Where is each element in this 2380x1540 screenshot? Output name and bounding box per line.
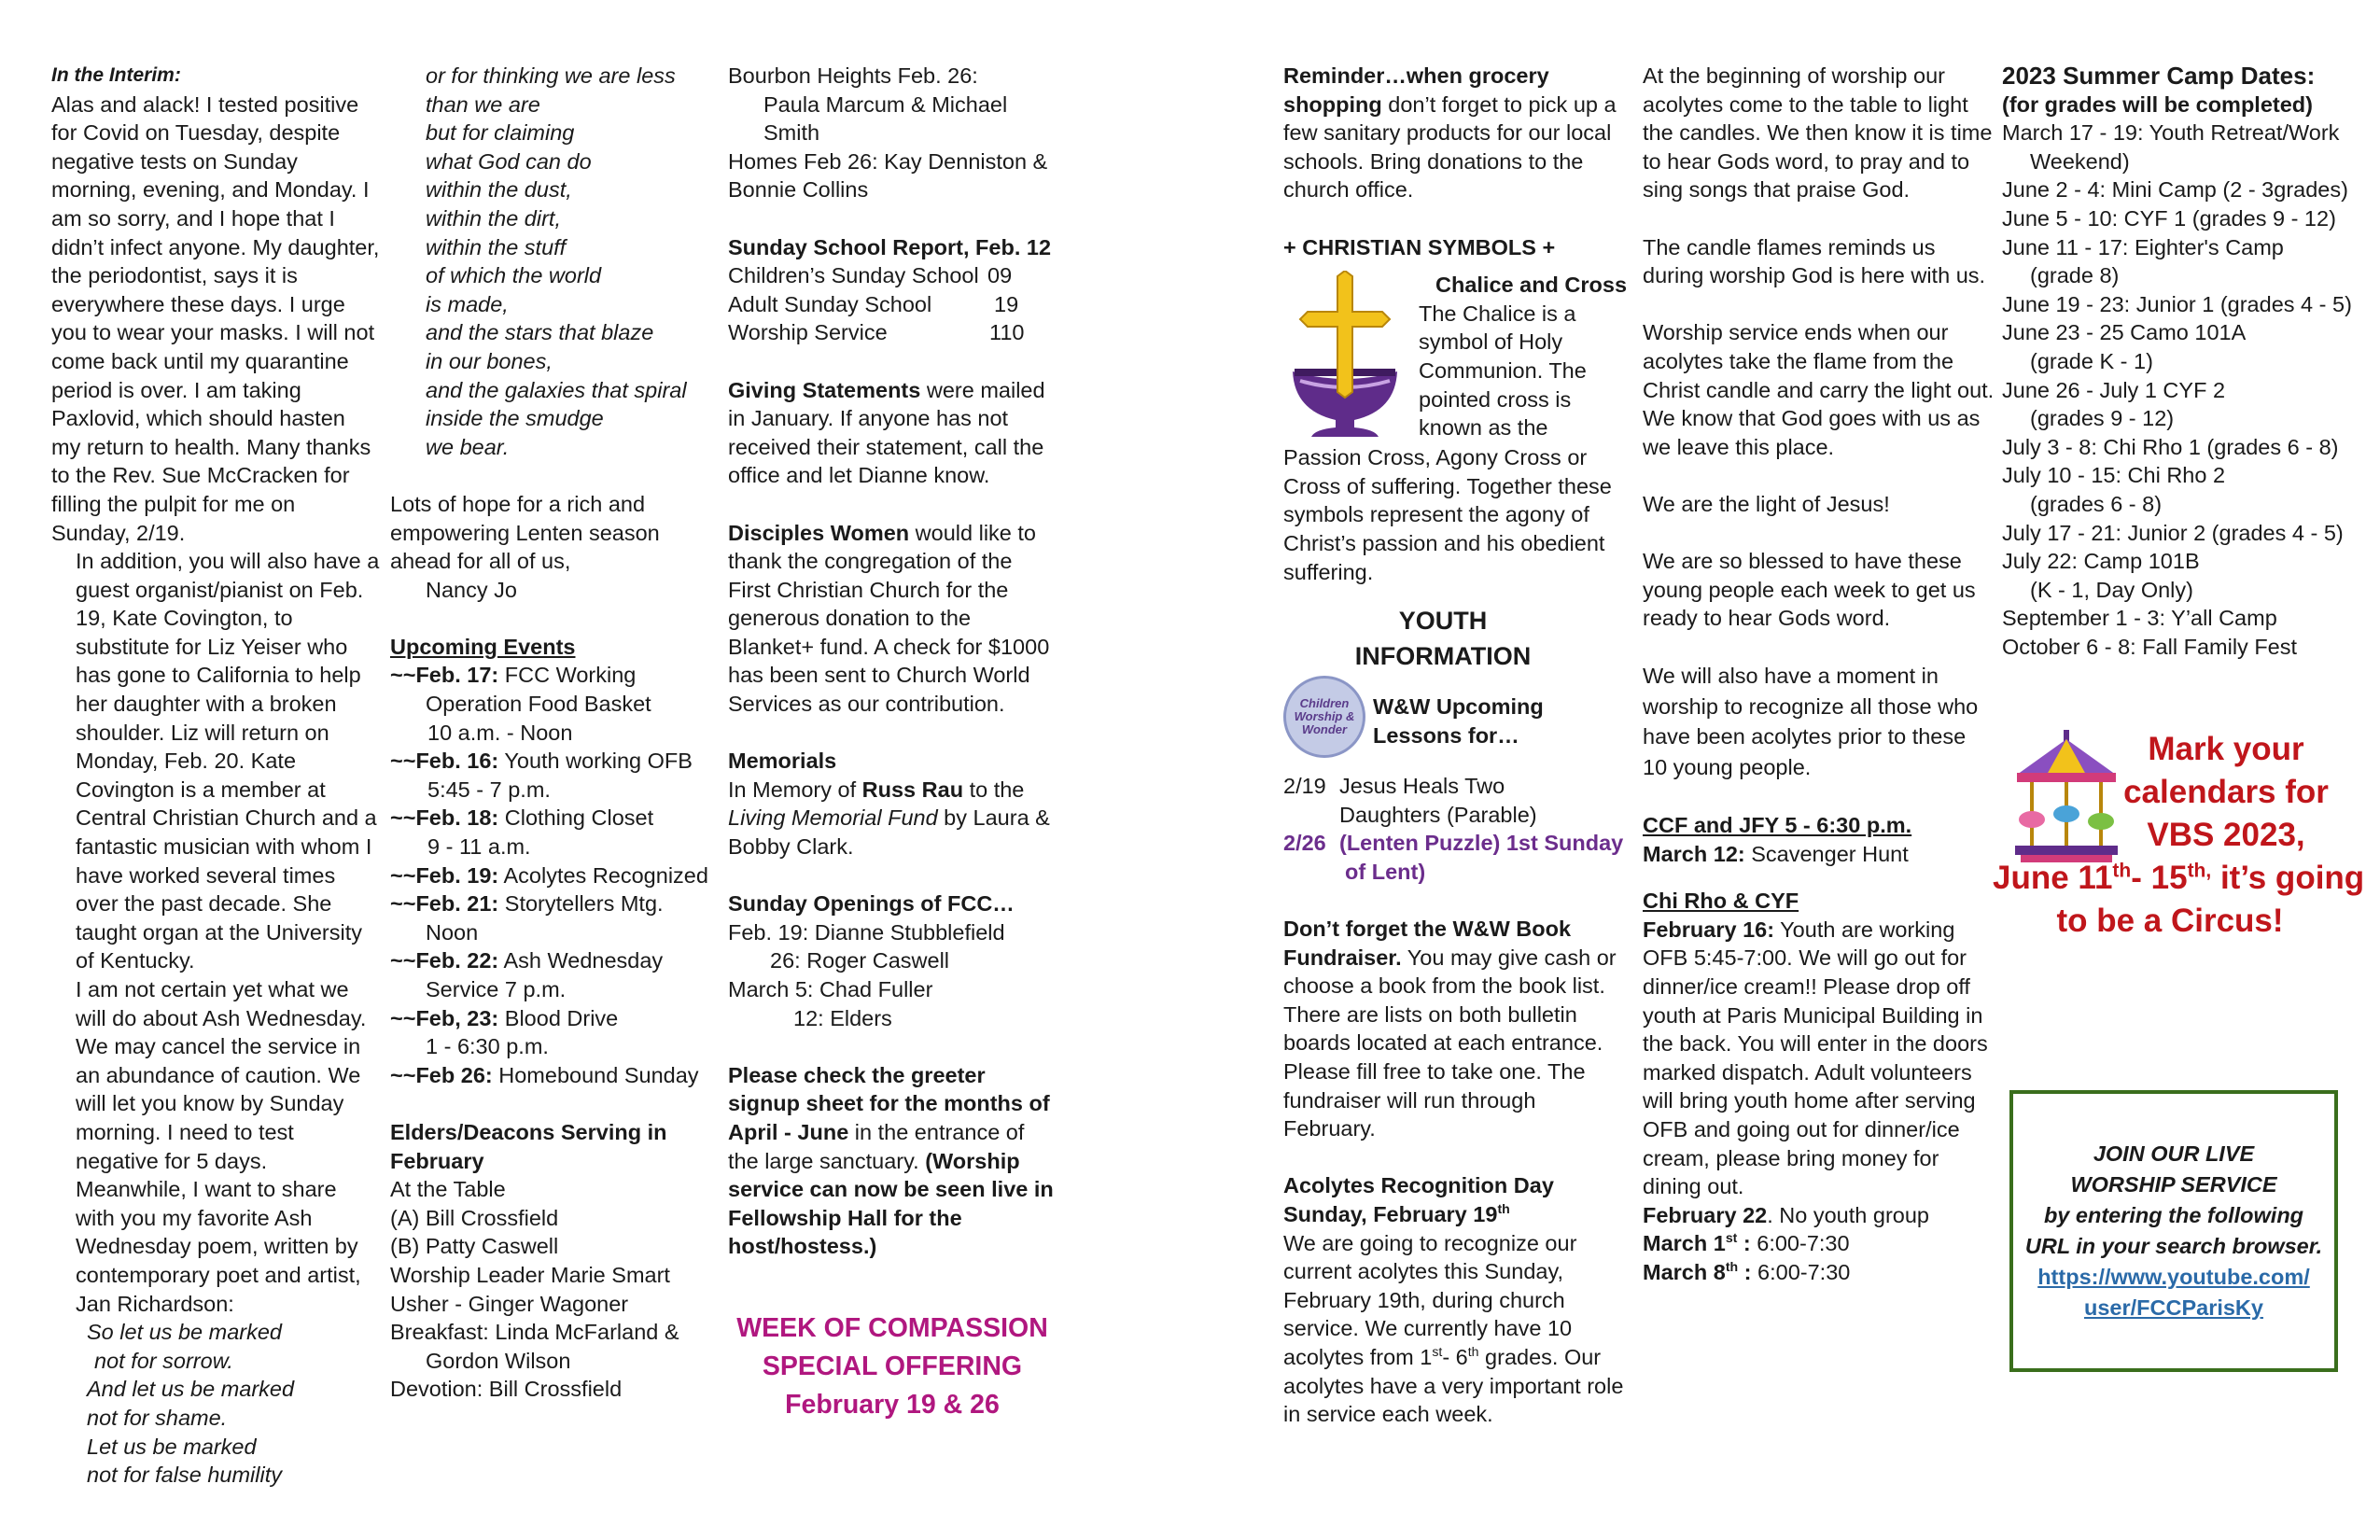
acolytes-info: The candle flames reminds us during worship God is here with us. — [1643, 234, 1986, 288]
memorial-name: Russ Rau — [861, 777, 964, 802]
camp-item: June 23 - 25 Camo 101A — [2002, 320, 2247, 345]
column-events — [390, 62, 709, 1404]
book-text: You may give cash or choose a book from the book list. There are lists on both bulletin boards located at each entrance. Please fill free to take one. The fundraiser will run through February. — [1283, 945, 1617, 1141]
events-list — [390, 661, 709, 1089]
greeter-bold: (Worship service can now be seen live in Fellowship Hall for the host/hostess.) — [728, 1148, 1054, 1259]
homes-line: Homes Feb 26: Kay Denniston & Bonnie Collins — [728, 148, 1048, 203]
lesson-text: Daughters (Parable) — [1339, 802, 1537, 827]
ss-value: 110 — [989, 320, 1025, 345]
acolytes-date-sup: th — [1497, 1201, 1510, 1217]
elders-line: Usher - Ginger Wagoner — [390, 1291, 629, 1316]
ccf-date: March 12: — [1643, 841, 1745, 866]
camp-item: June 5 - 10: CYF 1 (grades 9 - 12) — [2002, 205, 2336, 231]
poem-line: And let us be marked — [87, 1377, 295, 1402]
event-text: Ash Wednesday — [498, 948, 664, 973]
no-youth-date: February 22 — [1643, 1202, 1768, 1227]
event-item — [390, 1004, 709, 1033]
signature: Nancy Jo — [426, 577, 517, 602]
march-sup: st — [1725, 1230, 1738, 1246]
acolytes-paragraph — [1283, 1229, 1631, 1429]
camp-subheading: (for grades will be completed) — [2002, 91, 2313, 117]
memorial-text: In Memory of — [728, 777, 862, 802]
ss-row — [728, 318, 1057, 347]
reminder-bold: Reminder…when grocery shopping — [1283, 63, 1549, 117]
vbs-sup: th — [2112, 860, 2132, 882]
chalice-text: Passion Cross, Agony Cross or Cross of suffering. Together these symbols represent the agony of Christ’s passion and his obedient suffering. — [1283, 445, 1612, 584]
no-youth-text: . No youth group — [1767, 1202, 1929, 1227]
camp-item: June 26 - July 1 CYF 2 — [2002, 377, 2226, 402]
poem-line: inside the smudge — [426, 406, 604, 431]
chirho-date: February 16: — [1643, 917, 1775, 942]
march-line — [1643, 1229, 1995, 1258]
camp-item-detail: (K - 1, Day Only) — [2030, 577, 2193, 602]
greeter-paragraph — [728, 1061, 1057, 1261]
memorial-text: to the — [963, 777, 1025, 802]
camp-item: July 10 - 15: Chi Rho 2 — [2002, 463, 2226, 488]
event-date: ~~Feb 26: — [390, 1062, 493, 1087]
camp-item: October 6 - 8: Fall Family Fest — [2002, 634, 2298, 659]
ccf-line — [1643, 840, 1995, 869]
ww-heading: W&W Upcoming — [1373, 694, 1544, 720]
event-text: Storytellers Mtg. — [498, 891, 664, 917]
elders-line: (B) Patty Caswell — [390, 1234, 559, 1259]
elders-heading: Elders/Deacons Serving in February — [390, 1119, 667, 1173]
live-line: URL in your search browser. — [2024, 1234, 2323, 1258]
memorial-text: by Laura & Bobby Clark. — [728, 805, 1050, 860]
interim-paragraph: Meanwhile, I want to share with you my favorite Ash Wednesday poem, written by contemporary poet and artist, Jan Richardson: — [76, 1177, 361, 1316]
acolytes-date-text: Sunday, February 19 — [1283, 1202, 1498, 1227]
acolytes-info: We are so blessed to have these young people each week to get us ready to hear Gods word. — [1643, 549, 1976, 631]
youtube-link-text[interactable]: user/FCCParisKy — [2083, 1295, 2263, 1320]
memorial-fund: Living Memorial Fund — [728, 805, 938, 831]
lesson-text: of Lent) — [1345, 859, 1426, 884]
column-interim — [51, 62, 380, 1490]
event-detail: 10 a.m. - Noon — [427, 720, 573, 745]
camp-heading: 2023 Summer Camp Dates: — [2002, 62, 2316, 90]
poem-line: is made, — [426, 291, 509, 316]
ss-value: 09 — [987, 263, 1013, 288]
no-youth-line — [1643, 1201, 1995, 1230]
camp-item: July 22: Camp 101B — [2002, 549, 2200, 574]
ww-heading: Lessons for… — [1373, 722, 1519, 748]
lesson-item — [1283, 772, 1631, 801]
event-detail: Service 7 p.m. — [426, 977, 567, 1001]
vbs-text: it’s going — [2211, 860, 2365, 896]
vbs-date: - 15 — [2131, 860, 2188, 896]
poem-line: we bear. — [426, 434, 510, 459]
acolytes-info: We will also have a moment in worship to recognize all those who have been acolytes prior to these 10 young people. — [1643, 664, 1979, 779]
reminder-text: don’t forget to pick up a few sanitary products for our local schools. Bring donations to the church office. — [1283, 91, 1617, 203]
book-bold: Don’t forget the W&W Book Fundraiser. — [1283, 917, 1572, 970]
camp-item: September 1 - 3: Y’all Camp — [2002, 606, 2277, 631]
opening-line: 26: Roger Caswell — [770, 948, 950, 973]
ccf-heading: CCF and JFY 5 - 6:30 p.m. — [1643, 813, 1912, 838]
poem-line: not for sorrow. — [94, 1348, 233, 1373]
poem-line: within the stuff — [426, 234, 567, 259]
camp-item: June 19 - 23: Junior 1 (grades 4 - 5) — [2002, 291, 2352, 316]
youth-heading — [1283, 603, 1631, 674]
march-sep: : — [1738, 1259, 1758, 1284]
event-detail: Operation Food Basket — [426, 692, 651, 717]
live-worship-box — [2009, 1090, 2338, 1372]
ss-label: Adult Sunday School — [728, 291, 932, 316]
poem-line: of which the world — [426, 263, 602, 288]
elders-line: Gordon Wilson — [426, 1348, 571, 1373]
event-item — [390, 661, 709, 690]
book-paragraph — [1283, 915, 1631, 1143]
event-date: ~~Feb, 23: — [390, 1005, 499, 1030]
march-sep: : — [1737, 1231, 1757, 1256]
event-item — [390, 747, 709, 776]
event-text: Homebound Sunday — [492, 1062, 699, 1087]
elders-line: Devotion: Bill Crossfield — [390, 1377, 623, 1402]
ss-label: Worship Service — [728, 320, 888, 345]
youth-heading-line: YOUTH — [1398, 607, 1488, 636]
lesson-text: (Lenten Puzzle) 1st Sunday — [1339, 831, 1624, 856]
acolytes-text: grades. Our acolytes have a very important role in service each week. — [1283, 1345, 1624, 1427]
memorials-heading: Memorials — [728, 749, 837, 774]
opening-line: March 5: Chad Fuller — [728, 977, 933, 1001]
chalice-text: The Chalice is a symbol of Holy Communion. The pointed cross is known as the — [1419, 301, 1587, 441]
worship-wonder-logo-icon — [1283, 676, 1365, 758]
disciples-bold: Disciples Women — [728, 520, 910, 545]
ccf-text: Scavenger Hunt — [1744, 841, 1909, 866]
event-item — [390, 946, 709, 975]
compassion-line: SPECIAL OFFERING — [762, 1351, 1023, 1381]
camp-item-detail: (grade K - 1) — [2030, 348, 2153, 373]
ss-label: Children’s Sunday School — [728, 263, 979, 288]
event-text: Youth working OFB — [498, 749, 693, 774]
camp-item: July 17 - 21: Junior 2 (grades 4 - 5) — [2002, 520, 2344, 545]
lesson-text: Jesus Heals Two — [1339, 774, 1505, 799]
live-line: JOIN OUR LIVE — [2093, 1141, 2255, 1166]
event-detail: 9 - 11 a.m. — [427, 834, 531, 860]
vbs-line: VBS 2023, — [2147, 817, 2305, 853]
chirho-paragraph — [1643, 916, 1995, 1201]
disciples-paragraph — [728, 519, 1057, 719]
poem — [390, 62, 709, 461]
vbs-announcement — [1993, 728, 2365, 943]
event-detail: Noon — [426, 919, 479, 945]
interim-paragraph: Alas and alack! I tested positive for Covid on Tuesday, despite negative tests on Sunday morning, evening, and Monday. I am so sorry, and I hope that I didn’t infect anyone. My daughter, the periodontist, says it is everywhere these days. I urge you to wear your masks. I will not come back until my quarantine period is over. I am taking Paxlovid, which should hasten my return to health. Many thanks to the Rev. Sue McCracken for filling the pulpit for me on Sunday, 2/19. — [51, 91, 380, 545]
disciples-text: would like to thank the congregation of the First Christian Church for the generous donation to the Blanket+ fund. A check for $1000 has been sent to Church World Services as our contribution. — [728, 520, 1050, 717]
acolytes-text: - 6 — [1442, 1345, 1468, 1369]
elders-line: Worship Leader Marie Smart — [390, 1262, 670, 1287]
compassion-line: WEEK OF COMPASSION — [736, 1312, 1048, 1343]
event-detail: 1 - 6:30 p.m. — [426, 1034, 549, 1059]
poem-line: or for thinking we are less — [426, 63, 676, 88]
compassion-offering — [728, 1309, 1057, 1424]
poem-line: within the dirt, — [426, 205, 561, 231]
acolytes-info: We are the light of Jesus! — [1643, 491, 1890, 516]
event-date: ~~Feb. 19: — [390, 862, 499, 888]
greeter-text: in the entrance of the large sanctuary. — [728, 1119, 1025, 1173]
event-text: Acolytes Recognized — [498, 862, 708, 888]
ss-row — [728, 290, 1057, 319]
poem-line: in our bones, — [426, 348, 553, 373]
column-camps — [2002, 62, 2361, 661]
camp-item: June 11 - 17: Eighter's Camp — [2002, 234, 2284, 259]
elders-line: Breakfast: Linda McFarland & — [390, 1320, 679, 1345]
acolytes-sup: st — [1432, 1344, 1443, 1360]
ss-row — [728, 261, 1057, 290]
poem-line: within the dust, — [426, 177, 572, 203]
ss-heading: Sunday School Report, Feb. 12 — [728, 234, 1052, 259]
lesson-date: 2/26 — [1283, 831, 1326, 856]
closing-text: Lots of hope for a rich and empowering Lenten season ahead for all of us, — [390, 491, 660, 574]
camp-item-detail: (grade 8) — [2030, 263, 2120, 288]
logo-text: Children Worship & Wonder — [1294, 696, 1355, 737]
camp-item-detail: (grades 6 - 8) — [2030, 491, 2163, 516]
event-item — [390, 889, 709, 918]
opening-line: Feb. 19: Dianne Stubblefield — [728, 919, 1005, 945]
opening-line: 12: Elders — [793, 1005, 892, 1030]
column-acolytes — [1643, 62, 1995, 1287]
elders-line: (A) Bill Crossfield — [390, 1205, 559, 1230]
youth-heading-line: INFORMATION — [1354, 642, 1532, 671]
memorial-paragraph — [728, 776, 1057, 861]
lesson-date: 2/19 — [1283, 774, 1326, 799]
event-item — [390, 1061, 709, 1090]
elders-line: At the Table — [390, 1177, 506, 1202]
lesson-item — [1283, 829, 1631, 858]
event-item — [390, 861, 709, 890]
camp-item: March 17 - 19: Youth Retreat/Work — [2002, 120, 2340, 146]
chirho-text: Youth are working OFB 5:45-7:00. We will go out for dinner/ice cream!! Please drop off youth at Paris Municipal Building in the back. You will enter in the doors marked dispatch. Adult volunteers will bring youth home after serving OFB and going out for dinner/ice cream, please bring money for dining out. — [1643, 917, 1988, 1199]
chalice-heading: Chalice and Cross — [1435, 273, 1628, 298]
interim-paragraph: I am not certain yet what we will do about Ash Wednesday. We may cancel the service in an abundance of caution. We will let you know by Sunday morning. I need to test negative for 5 days. — [76, 977, 367, 1173]
poem-line: not for shame. — [87, 1405, 228, 1430]
events-heading: Upcoming Events — [390, 634, 576, 659]
poem-line: what God can do — [426, 148, 592, 174]
vbs-sup: th, — [2187, 860, 2212, 882]
event-detail: 5:45 - 7 p.m. — [427, 777, 551, 802]
poem-line: than we are — [426, 91, 540, 117]
poem-line: Let us be marked — [87, 1434, 257, 1459]
vbs-line: to be a Circus! — [2056, 903, 2284, 939]
ss-value: 19 — [994, 291, 1019, 316]
march-time: 6:00-7:30 — [1757, 1259, 1851, 1284]
symbols-heading: + CHRISTIAN SYMBOLS + — [1283, 234, 1556, 259]
chirho-heading: Chi Rho & CYF — [1643, 889, 1799, 914]
acolytes-info: At the beginning of worship our acolytes come to the table to light the candles. We then know it is time to hear Gods word, to pray and to sing songs that praise God. — [1643, 63, 1993, 203]
vbs-line: Mark your — [2148, 731, 2304, 767]
acolytes-heading: Acolytes Recognition Day — [1283, 1173, 1554, 1198]
poem — [51, 1318, 380, 1490]
poem-line: but for claiming — [426, 120, 575, 146]
acolytes-text: We are going to recognize our current acolytes this Sunday, February 19th, during church service. We currently have 10 acolytes from 1 — [1283, 1230, 1577, 1369]
giving-paragraph — [728, 376, 1057, 490]
compassion-line: February 19 & 26 — [785, 1389, 1000, 1420]
march-line — [1643, 1258, 1995, 1287]
event-date: ~~Feb. 21: — [390, 891, 499, 917]
bourbon-names: Paula Marcum & Michael Smith — [763, 91, 1008, 146]
greeter-bold: Please check the greeter signup sheet for the months of April - June — [728, 1062, 1050, 1144]
event-item — [390, 804, 709, 833]
chalice-cross-icon — [1285, 271, 1405, 441]
march-date: March 8 — [1643, 1259, 1726, 1284]
event-text: FCC Working — [498, 663, 637, 688]
poem-line: not for false humility — [87, 1463, 282, 1488]
reminder-paragraph — [1283, 62, 1631, 204]
bourbon-heading: Bourbon Heights Feb. 26: — [728, 63, 978, 88]
interim-paragraph: In addition, you will also have a guest organist/pianist on Feb. 19, Kate Covington, to substitute for Liz Yeiser who has gone to California to help her daughter with a broken shoulder. Liz will return on Monday, Feb. 20. Kate Covington is a member at Central Christian Church and a fantastic musician with whom I have worked several times over the past decade. She taught organ at the University of Kentucky. — [76, 549, 380, 973]
giving-text: were mailed in January. If anyone has not received their statement, call the office and let Dianne know. — [728, 377, 1045, 488]
poem-line: and the galaxies that spiral — [426, 377, 687, 402]
march-date: March 1 — [1643, 1231, 1726, 1256]
column-symbols-youth — [1283, 62, 1631, 1429]
acolytes-sup: th — [1467, 1344, 1479, 1360]
camp-item-detail: Weekend) — [2030, 148, 2130, 174]
acolytes-info: Worship service ends when our acolytes take the flame from the Christ candle and carry the light out. We know that God goes with us as we leave this place. — [1643, 320, 1995, 459]
poem-line: and the stars that blaze — [426, 320, 654, 345]
interim-heading: In the Interim: — [51, 64, 181, 86]
vbs-line — [1993, 857, 2365, 900]
event-date: ~~Feb. 17: — [390, 663, 499, 688]
giving-bold: Giving Statements — [728, 377, 921, 402]
acolytes-date — [1283, 1200, 1631, 1229]
youtube-link[interactable] — [2037, 1262, 2310, 1323]
march-sup: th — [1725, 1259, 1739, 1275]
vbs-date: June 11 — [1993, 860, 2113, 896]
camp-item: June 2 - 4: Mini Camp (2 - 3grades) — [2002, 177, 2348, 203]
column-reports — [728, 62, 1057, 1424]
event-date: ~~Feb. 22: — [390, 948, 499, 973]
chalice-block — [1283, 271, 1631, 443]
live-line: by entering the following — [2043, 1203, 2304, 1227]
camp-item-detail: (grades 9 - 12) — [2030, 406, 2175, 431]
march-time: 6:00-7:30 — [1757, 1231, 1850, 1256]
camp-item: July 3 - 8: Chi Rho 1 (grades 6 - 8) — [2002, 434, 2339, 459]
vbs-line: calendars for — [2123, 774, 2329, 810]
event-date: ~~Feb. 16: — [390, 749, 499, 774]
event-date: ~~Feb. 18: — [390, 805, 499, 831]
poem-line: So let us be marked — [87, 1320, 282, 1345]
openings-heading: Sunday Openings of FCC… — [728, 891, 1015, 917]
youtube-link-text[interactable]: https://www.youtube.com/ — [2037, 1265, 2310, 1289]
event-text: Clothing Closet — [498, 805, 654, 831]
event-text: Blood Drive — [498, 1005, 619, 1030]
live-line: WORSHIP SERVICE — [2070, 1172, 2277, 1197]
ww-block — [1283, 674, 1631, 772]
